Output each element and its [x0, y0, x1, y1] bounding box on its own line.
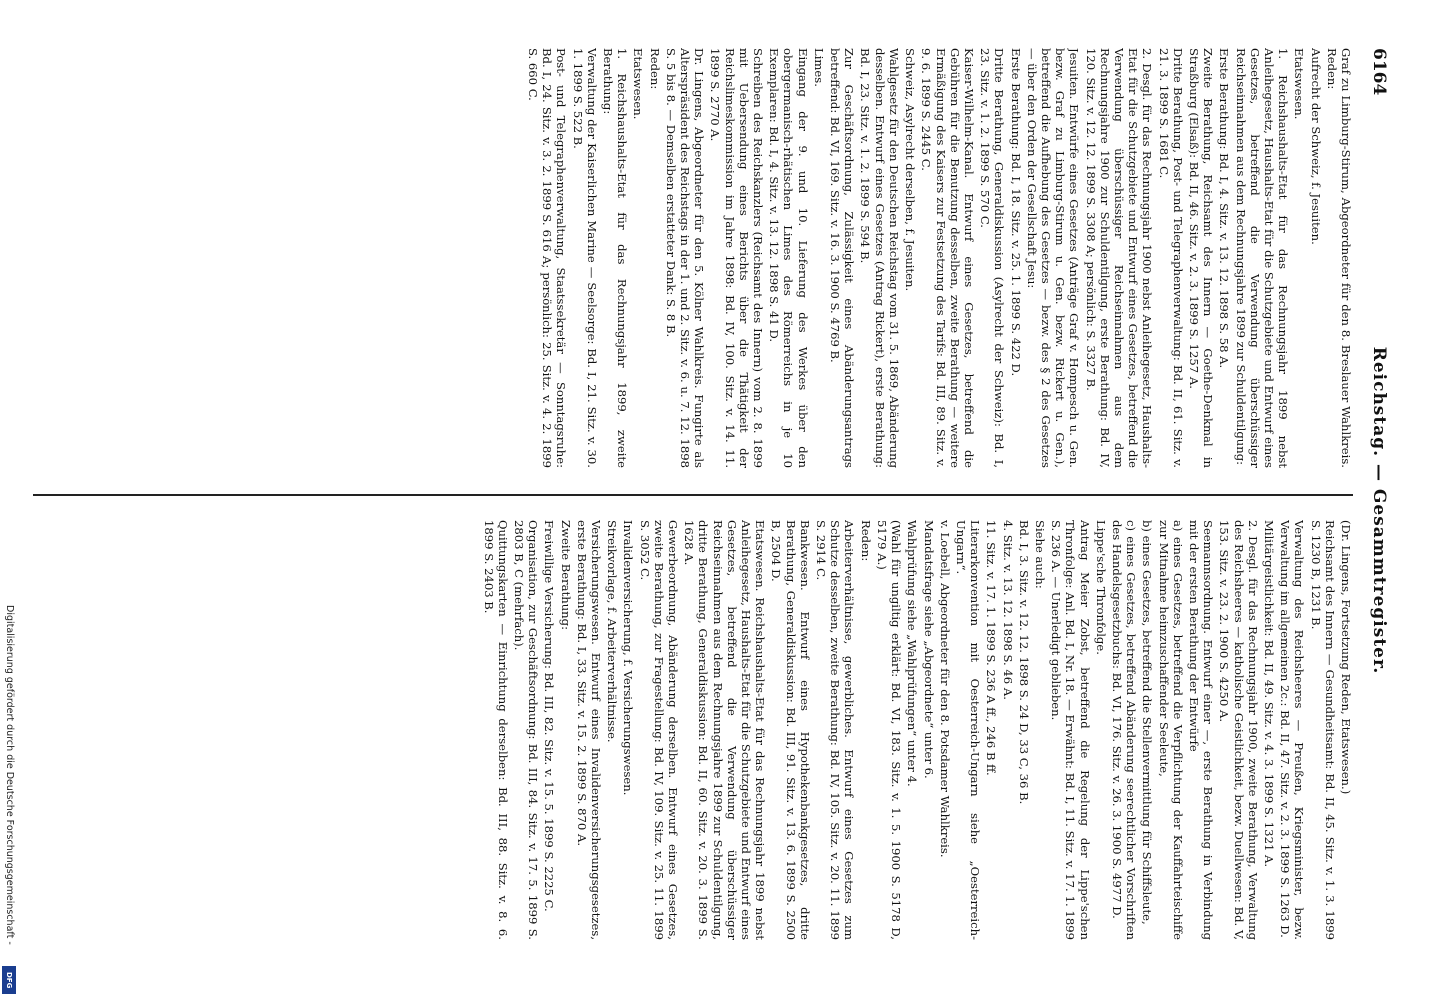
index-entry: [1217, 48, 1231, 468]
index-entry: [1278, 520, 1306, 940]
index-entry: [812, 48, 826, 468]
left-column: [23, 48, 1353, 468]
entry-text: a) eines Gesetzes, betreffend die Verpflichtung der Kauffahrteischiffe zur Mitnahme heimzuschaffender Seeleute,: [1156, 520, 1185, 940]
index-entry: [575, 520, 603, 940]
entry-text: Post- und Telegraphenverwaltung, Staatssekretär — Sonntagsruhe: Bd. I, 24. Sitz. v. 3. 2. 1899 S. 616 A; persönlich: 25. Sitz. v. 4. 2. 1899 S. 660 C.: [526, 48, 569, 468]
index-entry: [919, 48, 976, 468]
index-entry: [708, 48, 765, 468]
entry-text: Verwaltung der Kaiserlichen Marine — Seelsorge: Bd. I, 21. Sitz. v. 30. 1. 1899 S. 522 B.: [570, 48, 599, 468]
entry-text: c) eines Gesetzes, betreffend Abänderung seerechtlicher Vorschriften des Handelsgesetzbuchs: Bd. VI, 176. Sitz. v. 26. 3. 1900 S. 4977 D.: [1109, 520, 1139, 940]
entry-text: Literarkonvention mit Oesterreich-Ungarn siehe „Oesterreich-Ungarn“.: [953, 520, 983, 940]
entry-text: 2. Desgl. für das Rechnungsjahr 1900 nebst Anleihegesetz, Haushalts-Etat für die Schutzgebiete und Entwurf eines Gesetzes, betreffend die Verwendung überschüssiger Reichseinnahmen aus dem Rechnungsjahre 1900 zur Schuldentilgung, erste Berathung: Bd. IV, 120. Sitz. v. 12. 12. 1899 S. 3308 A; persönlich: S. 3327 B.: [1083, 48, 1155, 468]
index-entry: [1156, 48, 1184, 468]
entry-text: Verwaltung des Reichsheeres — Preußen, Kriegsminister, bezw. Verwaltung im allgemeinen 2c.: Bd. II, 47. Sitz. v. 2. 3. 1899 S. 1263 D.: [1278, 520, 1307, 940]
dfg-logo: [2, 966, 16, 994]
logo-text: DFG: [5, 971, 13, 989]
index-entry: [664, 48, 707, 468]
index-entry: [647, 48, 661, 468]
entry-text: Zweite Berathung:: [558, 520, 573, 630]
entry-text: Jesuiten. Entwürfe eines Gesetzes (Anträge Graf v. Hompesch u. Gen. bezw. Graf zu Limburg-Stirum u. Gen. bezw. Rickert u. Gen.), betreffend die Aufhebung des Gesetzes — bezw. des § 2 des Gesetzes — über den Orden der Gesellschaft Jesu:: [1024, 48, 1082, 468]
entry-text: Etatswesen.: [631, 48, 646, 120]
index-entry: [954, 520, 982, 940]
entry-text: Reden:: [647, 48, 662, 90]
entry-text: Wahlgesetz für den Deutschen Reichstag vom 31. 5. 1869, Abänderung desselben. Entwurf eines Gesetzes (Antrag Rickert), erste Berathung: Bd. I, 23. Sitz. v. 1. 2. 1899 S. 594 B.: [858, 48, 901, 468]
index-entry: [921, 520, 935, 940]
entry-text: v. Loebell, Abgeordneter für den 8. Potsdamer Wahlkreis.: [937, 520, 952, 858]
entry-text: Dr. Lingens, Abgeordneter für den 5. Kölner Wahlkreis. Fungirte als Alterspräsident des Reichstags in der 1. und 2. Sitz. v. 6. u. 7. 12. 1898 S. 5 bis 8. — Demselben erstatteter Dank: S. 8 B.: [663, 48, 707, 468]
index-entry: [938, 520, 952, 940]
index-entry: [570, 48, 598, 468]
index-entry: [875, 520, 903, 940]
entry-text: Kaiser-Wilhelm-Kanal. Entwurf eines Gesetzes, betreffend die Gebühren für die Benutzung desselben, zweite Berathung — weitere Ermäßigung des Kaisers zur Festsetzung des Tarifs: Bd. III, 89. Sitz. v. 9. 6. 1899 S. 2445 C.: [919, 48, 976, 468]
index-entry: [1308, 520, 1336, 940]
right-column: [23, 520, 1353, 940]
index-entry: [1292, 48, 1306, 468]
entry-text: Erste Berathung: Bd. I, 4. Sitz. v. 13. 12. 1898 S. 58 A.: [1217, 48, 1232, 369]
credit-text: Digitalisierung gefördert durch die Deutsche Forschungsgemeinschaft -: [4, 605, 15, 945]
index-entry: [903, 48, 917, 468]
index-entry: [1187, 48, 1215, 468]
index-entry: [682, 520, 767, 940]
running-head: [1361, 48, 1395, 973]
index-entry: [1140, 520, 1154, 940]
index-entry: [601, 48, 629, 468]
entry-text: Erste Berathung: Bd. I, 18. Sitz. v. 25. 1. 1899 S. 422 D.: [1008, 48, 1023, 377]
running-head-title: Reichstag. — Gesammtregister.: [1369, 346, 1389, 675]
digitization-credit: [3, 605, 17, 995]
index-entry: [1000, 520, 1014, 940]
entry-text: Mandatsfrage siehe „Abgeordnete“ unter 6.: [921, 520, 936, 779]
index-entry: [905, 520, 919, 940]
index-entry: [1110, 520, 1138, 940]
entry-text: 4. Sitz. v. 13. 12. 1898 S. 46 A.: [1000, 520, 1015, 700]
entry-text: Organisation, zur Geschäftsordnung: Bd. III, 84. Sitz. v. 17. 5. 1899 S. 2803 B, C (mehrfach).: [512, 520, 541, 940]
index-entry: [814, 520, 857, 940]
index-entry: [1339, 520, 1353, 940]
index-entry: [1187, 520, 1215, 940]
index-entry: [1033, 520, 1047, 940]
index-entry: [1017, 520, 1031, 940]
index-entry: [1094, 520, 1108, 940]
entry-text: Schreiben des Reichskanzlers (Reichsamt des Innern) vom 2. 8. 1899 mit Uebersendung eines Berichts über die Thätigkeit der Reichslimeskommission im Jahre 1898: Bd. IV, 100. Sitz. v. 14. 11. 1899 S. 2770 A.: [708, 48, 766, 468]
index-entry: [769, 520, 812, 940]
entry-text: Streikvorlage, f. Arbeiterverhältnisse.: [605, 520, 620, 743]
entry-text: Aufrecht der Schweiz, f. Jesuiten.: [1308, 48, 1323, 245]
index-entry: [526, 48, 569, 468]
entry-text: Dritte Berathung, Post- und Telegraphenverwaltung: Bd. II, 61. Sitz. v. 21. 3. 1899 S. 1681 C.: [1156, 48, 1185, 468]
index-entry: [859, 520, 873, 940]
entry-text: Zweite Berathung, Reichsamt des Innern — Goethe-Denkmal in Straßburg (Elsaß): Bd. II, 46. Sitz. v. 2. 3. 1899 S. 1257 A.: [1186, 48, 1216, 468]
entry-text: Arbeiterverhältnisse, gewerbliches. Entwurf eines Gesetzes zum Schutze desselben, zweite Berathung: Bd. IV, 105. Sitz. v. 20. 11. 1899 S. 2914 C.: [814, 520, 857, 940]
index-entry: [637, 520, 680, 940]
index-entry: [1156, 520, 1184, 940]
entry-text: (Dr. Lingens, Fortsetzung Reden, Etatswesen.): [1339, 520, 1353, 795]
index-entry: [1008, 48, 1022, 468]
index-entry: [828, 48, 856, 468]
entry-text: 1. Reichshaushalts-Etat für das Rechnungsjahr 1899 nebst Anleihegesetz, Haushalts-Etat für die Schutzgebiete und Entwurf eines Gesetzes, betreffend die Verwendung überschüssiger Reichseinnahmen aus dem Rechnungsjahre 1899 zur Schuldentilgung:: [1233, 48, 1291, 468]
index-entry: [512, 520, 540, 940]
entry-text: Freiwillige Versicherung: Bd. III, 82. Sitz. v. 15. 5. 1899 S. 2225 C.: [542, 520, 557, 912]
entry-text: Zur Geschäftsordnung, Zulässigkeit eines Abänderungsantrags betreffend: Bd. VI, 169. Sitz. v. 16. 3. 1900 S. 4769 B.: [828, 48, 857, 468]
entry-text: Siehe auch:: [1032, 520, 1047, 589]
page-number: 6164: [1369, 48, 1389, 96]
entry-text: Quittungskarten — Einrichtung derselben: Bd. III, 88. Sitz. v. 8. 6. 1899 S. 2403 B.: [481, 520, 510, 940]
index-entry: [481, 520, 509, 940]
index-entry: [1262, 520, 1276, 940]
entry-text: Versicherungswesen. Entwurf eines Invalidenversicherungsgesetzes, erste Berathung: Bd. I, 33. Sitz. v. 15. 2. 1899 S. 870 A.: [574, 520, 604, 940]
entry-text: Schweiz, Asylrecht derselben, f. Jesuiten.: [903, 48, 918, 292]
entry-text: Reden:: [858, 520, 873, 562]
entry-text: Seemannsordnung. Entwurf einer —, erste Berathung in Verbindung mit der ersten Berathung der Entwürfe: [1186, 520, 1216, 940]
entry-text: (Wahl für ungiltig erklärt: Bd. VI, 183. Sitz. v. 1. 5. 1900 S. 5178 D, 5179 A.): [874, 520, 904, 940]
entry-text: Invalidenversicherung, f. Versicherungswesen.: [621, 520, 636, 796]
rotated-scan: [5, 48, 1395, 973]
entry-text: Eingang der 9. und 10. Lieferung des Werkes über den obergermanisch-rhätischen Limes des Römerreichs in je 10 Exemplaren: Bd. I, 4. Sitz. v. 13. 12. 1898 S. 41 D.: [767, 48, 810, 468]
index-entry: [558, 520, 572, 940]
entry-text: Etatswesen.: [1292, 48, 1307, 120]
entry-text: 11. Sitz. v. 17. 1. 1899 S. 236 A ff., 246 B ff.: [984, 520, 999, 776]
entry-text: Etatswesen. Reichshaushalts-Etat für das Rechnungsjahr 1899 nebst Anleihegesetz, Haushalts-Etat für die Schutzgebiete und Entwurf eines Gesetzes, betreffend die Verwendung überschüssiger Reichseinnahmen aus dem Rechnungsjahre 1899 zur Schuldentilgung, dritte Berathung, Generaldiskussion: Bd. II, 60. Sitz. v. 20. 3. 1899 S. 1628 A.: [682, 520, 768, 940]
index-entry: [1049, 520, 1092, 940]
index-entry: [1325, 48, 1353, 468]
entry-text: Bd. I, 3. Sitz. v. 12. 12. 1898 S. 24 D, 33 C, 36 B.: [1016, 520, 1031, 805]
entry-text: Limes.: [811, 48, 826, 87]
index-entry: [631, 48, 645, 468]
index-entry: [1025, 48, 1082, 468]
index-entry: [1308, 48, 1322, 468]
entry-text: Graf zu Limburg-Stirum, Abgeordneter für den 8. Breslauer Wahlkreis. Reden:: [1324, 48, 1353, 468]
index-entry: [858, 48, 901, 468]
entry-text: Reichsamt des Innern — Gesundheitsamt: Bd. II, 45. Sitz. v. 1. 3. 1899 S. 1230 B, 1231 B.: [1308, 520, 1337, 940]
entry-text: Bankwesen. Entwurf eines Hypothekenbankgesetzes, dritte Berathung, Generaldiskussion: Bd. III, 91. Sitz. v. 13. 6. 1899 S. 2500 B, 2504 D.: [769, 520, 812, 940]
index-entry: [767, 48, 810, 468]
index-entry: [1233, 48, 1290, 468]
index-entry: [605, 520, 619, 940]
index-entry: [1217, 520, 1260, 940]
index-entry: [542, 520, 556, 940]
entry-text: 2. Desgl. für das Rechnungsjahr 1900, zweite Berathung, Verwaltung des Reichsheeres — katholische Geistlichkeit, bezw. Duellwesen: Bd. V, 153. Sitz. v. 23. 2. 1900 S. 4250 A.: [1217, 520, 1260, 940]
entry-text: Wahlprüfung siehe „Wahlprüfungen“ unter 4.: [905, 520, 920, 787]
entry-text: b) eines Gesetzes, betreffend die Stellenvermittlung für Schiffsleute,: [1140, 520, 1155, 925]
entry-text: Lippe'sche Thronfolge.: [1093, 520, 1108, 655]
index-entry: [978, 48, 1006, 468]
entry-text: Militärgeistlichkeit: Bd. II, 49. Sitz. v. 4. 3. 1899 S. 1321 A.: [1261, 520, 1276, 868]
index-entry: [984, 520, 998, 940]
column-divider: [33, 494, 1353, 496]
entry-text: Antrag Meier Zobst, betreffend die Regelung der Lippe'schen Thronfolge: Anl. Bd. I, Nr. 18. — Erwähnt: Bd. I, 11. Sitz. v. 17. 1. 1899 S. 236 A. — Unerledigt geblieben.: [1049, 520, 1092, 940]
index-entry: [621, 520, 635, 940]
entry-text: Gewerbeordnung, Abänderung derselben. Entwurf eines Gesetzes, zweite Berathung, zur Fragestellung: Bd. IV, 109. Sitz. v. 25. 11. 1899 S. 3052 C.: [637, 520, 681, 940]
entry-text: Dritte Berathung, Generaldiskussion (Asylrecht der Schweiz): Bd. I, 23. Sitz. v. 1. 2. 1899 S. 570 C.: [978, 48, 1007, 468]
entry-text: 1. Reichshaushalts-Etat für das Rechnungsjahr 1899, zweite Berathung:: [601, 48, 630, 468]
index-entry: [1083, 48, 1154, 468]
